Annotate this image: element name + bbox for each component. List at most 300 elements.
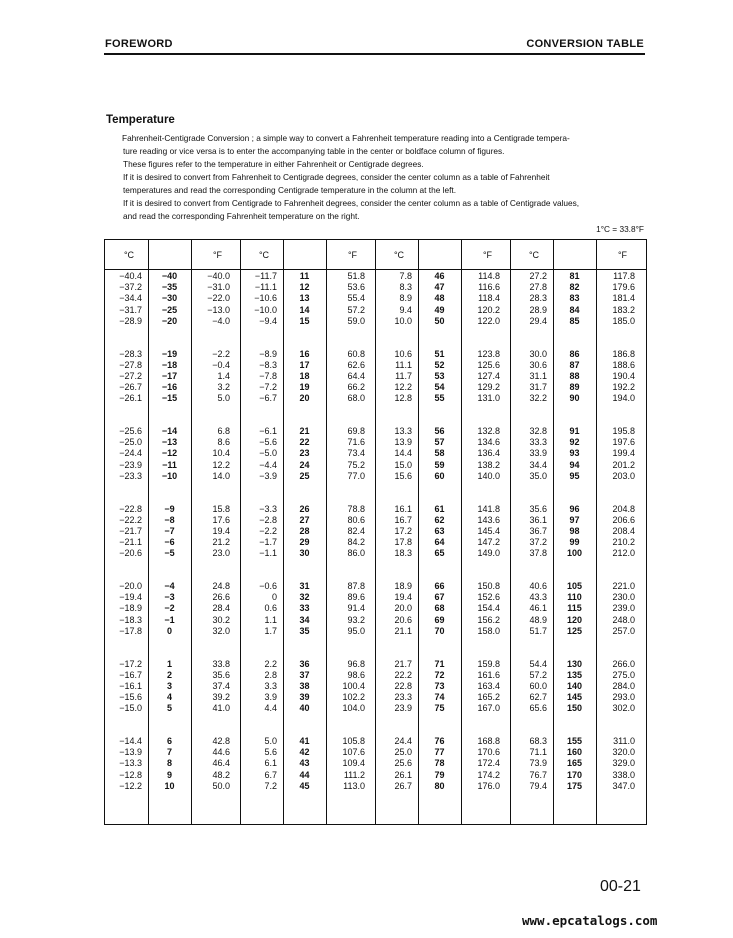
table-cell-fahrenheit: 23.0 — [212, 548, 230, 559]
table-cell-reading: 43 — [299, 758, 310, 769]
table-cell-celsius: −20.6 — [119, 548, 142, 559]
table-cell-reading: 83 — [569, 293, 580, 304]
column-header: °F — [347, 250, 358, 260]
table-cell-reading: −15 — [161, 393, 178, 404]
table-cell-fahrenheit: 275.0 — [612, 669, 635, 680]
table-cell-reading: 63 — [434, 525, 445, 536]
table-cell-reading: 44 — [299, 769, 310, 780]
table-cell-celsius: 48.9 — [529, 614, 547, 625]
table-cell-fahrenheit: 179.6 — [612, 282, 635, 293]
table-cell-celsius: 15.6 — [394, 470, 412, 481]
table-cell-fahrenheit: 77.0 — [347, 470, 365, 481]
table-cell-celsius: 27.8 — [529, 282, 547, 293]
table-cell-reading: 3 — [166, 680, 172, 691]
table-cell-celsius: 46.1 — [529, 603, 547, 614]
table-cell-reading: 9 — [166, 769, 172, 780]
page-number: 00-21 — [600, 878, 641, 895]
table-cell-reading: 170 — [566, 769, 583, 780]
table-cell-fahrenheit: −31.0 — [207, 282, 230, 293]
table-cell-reading: 15 — [299, 315, 310, 326]
table-cell-fahrenheit: 320.0 — [612, 747, 635, 758]
table-cell-reading: 78 — [434, 758, 445, 769]
table-cell-reading: 79 — [434, 769, 445, 780]
table-cell-reading: 60 — [434, 470, 445, 481]
table-cell-celsius: 37.2 — [529, 537, 547, 548]
table-cell-fahrenheit: 132.8 — [477, 426, 500, 436]
table-cell-fahrenheit: 42.8 — [212, 736, 230, 746]
table-cell-reading: −8 — [164, 514, 175, 525]
table-cell-reading: 65 — [434, 548, 445, 559]
table-cell-fahrenheit: 3.2 — [217, 382, 230, 393]
table-cell-reading: 92 — [569, 437, 580, 448]
table-cell-fahrenheit: 32.0 — [212, 625, 230, 636]
table-cell-fahrenheit: 176.0 — [477, 780, 500, 791]
table-cell-celsius: −8.9 — [259, 348, 277, 359]
table-cell-celsius: −15.0 — [119, 703, 142, 714]
table-cell-reading: 26 — [299, 503, 310, 514]
table-cell-fahrenheit: 17.6 — [212, 514, 230, 525]
table-cell-reading: 75 — [434, 703, 445, 714]
table-cell-celsius: −31.7 — [119, 304, 142, 315]
table-cell-celsius: −25.6 — [119, 426, 142, 436]
table-cell-fahrenheit: 154.4 — [477, 603, 500, 614]
table-cell-celsius: 7.8 — [399, 271, 412, 281]
table-cell-reading: 82 — [569, 282, 580, 293]
table-cell-reading: 120 — [566, 614, 583, 625]
table-cell-fahrenheit: 68.0 — [347, 393, 365, 404]
table-cell-celsius: 26.7 — [394, 780, 412, 791]
table-cell-reading: 46 — [434, 271, 445, 281]
table-cell-reading: 76 — [434, 736, 445, 746]
table-cell-reading: 0 — [166, 625, 172, 636]
table-cell-fahrenheit: 145.4 — [477, 525, 500, 536]
column-header: °C — [528, 250, 540, 260]
column-header: °F — [212, 250, 223, 260]
table-cell-reading: −1 — [164, 614, 175, 625]
table-cell-celsius: −11.1 — [254, 282, 277, 293]
table-cell-fahrenheit: 186.8 — [612, 348, 635, 359]
table-cell-celsius: −11.7 — [254, 271, 277, 281]
table-cell-reading: −30 — [161, 293, 178, 304]
table-cell-fahrenheit: 80.6 — [347, 514, 365, 525]
table-cell-fahrenheit: 69.8 — [347, 426, 365, 436]
table-cell-fahrenheit: 53.6 — [347, 282, 365, 293]
table-cell-fahrenheit: 5.0 — [217, 393, 230, 404]
table-cell-celsius: 13.3 — [394, 426, 412, 436]
table-cell-celsius: 20.6 — [394, 614, 412, 625]
table-cell-reading: 125 — [566, 625, 583, 636]
table-cell-celsius: 19.4 — [394, 592, 412, 603]
table-cell-celsius: 11.7 — [395, 370, 412, 381]
table-cell-fahrenheit: 257.0 — [612, 625, 635, 636]
table-cell-fahrenheit: 60.8 — [347, 348, 365, 359]
table-cell-celsius: 35.6 — [529, 503, 547, 514]
table-cell-reading: 175 — [566, 780, 583, 791]
table-cell-reading: 84 — [569, 304, 580, 315]
table-cell-fahrenheit: 109.4 — [342, 758, 365, 769]
table-cell-fahrenheit: 221.0 — [612, 581, 635, 591]
table-cell-fahrenheit: 165.2 — [477, 692, 500, 703]
table-cell-fahrenheit: 41.0 — [212, 703, 230, 714]
table-cell-celsius: −10.0 — [254, 304, 277, 315]
table-cell-fahrenheit: 12.2 — [212, 459, 230, 470]
table-cell-celsius: 35.0 — [529, 470, 547, 481]
table-cell-fahrenheit: 35.6 — [212, 669, 230, 680]
column-header: °C — [123, 250, 135, 260]
table-cell-fahrenheit: 71.6 — [347, 437, 365, 448]
table-cell-fahrenheit: 183.2 — [612, 304, 635, 315]
table-cell-fahrenheit: 64.4 — [347, 370, 365, 381]
table-cell-reading: −10 — [161, 470, 178, 481]
table-cell-fahrenheit: 125.6 — [477, 359, 500, 370]
table-cell-fahrenheit: 284.0 — [612, 680, 635, 691]
table-cell-reading: 68 — [434, 603, 445, 614]
table-cell-celsius: −0.6 — [259, 581, 277, 591]
table-cell-fahrenheit: 158.0 — [477, 625, 500, 636]
column-divider — [240, 240, 241, 824]
table-cell-celsius: 3.3 — [264, 680, 277, 691]
table-cell-celsius: −28.9 — [119, 315, 142, 326]
table-cell-reading: 21 — [299, 426, 310, 436]
table-cell-fahrenheit: 66.2 — [347, 382, 365, 393]
table-cell-fahrenheit: 338.0 — [612, 769, 635, 780]
table-cell-celsius: −18.3 — [119, 614, 142, 625]
table-cell-celsius: 37.8 — [529, 548, 547, 559]
table-cell-reading: 35 — [299, 625, 310, 636]
table-cell-reading: 135 — [566, 669, 583, 680]
table-cell-fahrenheit: 104.0 — [342, 703, 365, 714]
table-cell-reading: 88 — [569, 370, 580, 381]
table-cell-reading: 58 — [434, 448, 445, 459]
table-cell-fahrenheit: 73.4 — [347, 448, 365, 459]
table-cell-fahrenheit: 143.6 — [477, 514, 500, 525]
table-cell-celsius: 51.7 — [529, 625, 547, 636]
table-cell-celsius: −23.9 — [119, 459, 142, 470]
table-cell-reading: 97 — [569, 514, 580, 525]
table-cell-reading: 31 — [299, 581, 310, 591]
table-cell-celsius: 25.6 — [394, 758, 412, 769]
table-cell-reading: 29 — [299, 537, 310, 548]
table-cell-reading: 25 — [299, 470, 310, 481]
table-cell-fahrenheit: 33.8 — [212, 658, 230, 669]
table-cell-reading: −20 — [161, 315, 178, 326]
table-cell-fahrenheit: 95.0 — [347, 625, 365, 636]
table-cell-fahrenheit: 167.0 — [477, 703, 500, 714]
table-cell-fahrenheit: 141.8 — [477, 503, 500, 514]
table-cell-celsius: 57.2 — [529, 669, 547, 680]
table-cell-fahrenheit: 75.2 — [347, 459, 365, 470]
table-cell-reading: 28 — [299, 525, 310, 536]
table-cell-reading: 100 — [566, 548, 583, 559]
table-cell-celsius: −8.3 — [259, 359, 277, 370]
table-cell-fahrenheit: 50.0 — [212, 780, 230, 791]
table-cell-fahrenheit: 118.4 — [478, 293, 500, 304]
table-cell-fahrenheit: 30.2 — [212, 614, 230, 625]
table-cell-reading: 67 — [434, 592, 445, 603]
table-cell-fahrenheit: −40.0 — [207, 271, 230, 281]
table-cell-celsius: 16.1 — [394, 503, 412, 514]
table-cell-fahrenheit: 6.8 — [217, 426, 230, 436]
table-cell-celsius: 30.6 — [529, 359, 547, 370]
table-cell-celsius: −1.1 — [259, 548, 277, 559]
table-cell-celsius: −13.9 — [119, 747, 142, 758]
table-cell-fahrenheit: 14.0 — [212, 470, 230, 481]
table-cell-celsius: −37.2 — [119, 282, 142, 293]
table-cell-fahrenheit: 170.6 — [477, 747, 500, 758]
table-cell-reading: 10 — [164, 780, 175, 791]
table-cell-fahrenheit: 181.4 — [612, 293, 635, 304]
table-cell-celsius: −4.4 — [259, 459, 277, 470]
table-cell-reading: 69 — [434, 614, 445, 625]
table-cell-fahrenheit: 116.6 — [478, 282, 500, 293]
table-cell-celsius: −18.9 — [119, 603, 142, 614]
table-cell-reading: 145 — [566, 692, 583, 703]
table-cell-fahrenheit: 62.6 — [347, 359, 365, 370]
table-cell-celsius: −21.1 — [119, 537, 142, 548]
table-cell-fahrenheit: 122.0 — [477, 315, 500, 326]
table-cell-fahrenheit: −22.0 — [207, 293, 230, 304]
table-cell-reading: 41 — [299, 736, 310, 746]
table-cell-celsius: 43.3 — [529, 592, 547, 603]
table-cell-reading: 53 — [434, 370, 445, 381]
table-cell-reading: 8 — [166, 758, 172, 769]
table-cell-reading: 42 — [299, 747, 310, 758]
table-cell-celsius: −5.6 — [259, 437, 277, 448]
table-cell-celsius: 20.0 — [394, 603, 412, 614]
table-cell-reading: 96 — [569, 503, 580, 514]
table-cell-celsius: 76.7 — [529, 769, 547, 780]
table-cell-celsius: −26.1 — [119, 393, 142, 404]
table-cell-celsius: −28.3 — [119, 348, 142, 359]
table-cell-celsius: 2.8 — [264, 669, 277, 680]
table-cell-celsius: 68.3 — [529, 736, 547, 746]
table-cell-reading: 72 — [434, 669, 445, 680]
table-cell-celsius: 79.4 — [529, 780, 547, 791]
table-cell-celsius: 12.8 — [394, 393, 412, 404]
table-cell-celsius: 27.2 — [529, 271, 547, 281]
table-cell-reading: −7 — [164, 525, 175, 536]
table-cell-celsius: 6.1 — [264, 758, 277, 769]
table-cell-fahrenheit: 84.2 — [347, 537, 365, 548]
table-cell-celsius: −13.3 — [119, 758, 142, 769]
table-cell-reading: −2 — [164, 603, 175, 614]
table-cell-reading: 130 — [566, 658, 583, 669]
table-cell-reading: 66 — [434, 581, 445, 591]
table-cell-fahrenheit: 51.8 — [347, 271, 365, 281]
table-cell-fahrenheit: 127.4 — [477, 370, 500, 381]
table-cell-celsius: 17.2 — [394, 525, 412, 536]
table-cell-fahrenheit: 78.8 — [347, 503, 365, 514]
table-cell-fahrenheit: 123.8 — [477, 348, 500, 359]
table-cell-fahrenheit: 105.8 — [342, 736, 365, 746]
table-cell-fahrenheit: 89.6 — [347, 592, 365, 603]
table-cell-fahrenheit: 248.0 — [612, 614, 635, 625]
table-cell-fahrenheit: 188.6 — [612, 359, 635, 370]
table-cell-fahrenheit: −4.0 — [212, 315, 230, 326]
table-cell-celsius: 40.6 — [529, 581, 547, 591]
table-cell-fahrenheit: 21.2 — [212, 537, 230, 548]
table-cell-reading: 57 — [434, 437, 445, 448]
table-cell-celsius: −27.8 — [119, 359, 142, 370]
table-cell-fahrenheit: 302.0 — [612, 703, 635, 714]
table-cell-reading: 74 — [434, 692, 445, 703]
table-cell-celsius: 6.7 — [264, 769, 277, 780]
table-cell-celsius: 28.3 — [529, 293, 547, 304]
table-cell-fahrenheit: 96.8 — [347, 658, 365, 669]
table-cell-fahrenheit: 1.4 — [217, 370, 230, 381]
intro-line: Fahrenheit-Centigrade Conversion ; a simple way to convert a Fahrenheit temperature reading into a Centigrade tempera- — [122, 133, 570, 143]
table-cell-fahrenheit: 82.4 — [347, 525, 365, 536]
table-cell-celsius: −27.2 — [119, 370, 142, 381]
table-cell-celsius: −40.4 — [119, 271, 142, 281]
table-cell-celsius: 5.0 — [264, 736, 277, 746]
table-cell-fahrenheit: 120.2 — [477, 304, 500, 315]
table-cell-reading: 30 — [299, 548, 310, 559]
table-cell-reading: 160 — [566, 747, 583, 758]
table-cell-fahrenheit: 204.8 — [612, 503, 635, 514]
table-cell-reading: 55 — [434, 393, 445, 404]
table-cell-fahrenheit: 91.4 — [347, 603, 365, 614]
table-cell-celsius: −6.7 — [259, 393, 277, 404]
table-cell-celsius: 11.1 — [395, 359, 412, 370]
table-cell-fahrenheit: 185.0 — [612, 315, 635, 326]
table-cell-fahrenheit: 102.2 — [342, 692, 365, 703]
table-cell-reading: 52 — [434, 359, 445, 370]
table-cell-fahrenheit: 150.8 — [477, 581, 500, 591]
table-cell-fahrenheit: 48.2 — [212, 769, 230, 780]
table-cell-celsius: 25.0 — [394, 747, 412, 758]
table-cell-celsius: 13.9 — [394, 437, 412, 448]
table-cell-fahrenheit: 134.6 — [477, 437, 500, 448]
table-cell-celsius: −1.7 — [259, 537, 277, 548]
table-cell-celsius: 9.4 — [399, 304, 412, 315]
table-cell-reading: −40 — [161, 271, 178, 281]
table-cell-fahrenheit: 168.8 — [477, 736, 500, 746]
table-cell-celsius: −14.4 — [119, 736, 142, 746]
table-cell-celsius: 15.0 — [394, 459, 412, 470]
table-cell-reading: 22 — [299, 437, 310, 448]
table-cell-celsius: −20.0 — [119, 581, 142, 591]
table-cell-reading: 93 — [569, 448, 580, 459]
table-cell-reading: 23 — [299, 448, 310, 459]
table-cell-celsius: 31.1 — [529, 370, 547, 381]
watermark-url: www.epcatalogs.com — [522, 913, 658, 928]
table-cell-celsius: 28.9 — [529, 304, 547, 315]
table-cell-fahrenheit: 210.2 — [612, 537, 635, 548]
table-cell-celsius: 33.3 — [529, 437, 547, 448]
table-cell-reading: 110 — [567, 592, 582, 603]
table-cell-celsius: −16.1 — [119, 680, 142, 691]
column-divider — [510, 240, 511, 824]
table-cell-celsius: −17.2 — [119, 658, 142, 669]
table-cell-reading: 91 — [569, 426, 580, 436]
table-cell-fahrenheit: −0.4 — [212, 359, 230, 370]
table-cell-reading: 50 — [434, 315, 445, 326]
table-cell-fahrenheit: 201.2 — [612, 459, 635, 470]
table-cell-celsius: 29.4 — [529, 315, 547, 326]
table-cell-fahrenheit: 159.8 — [477, 658, 500, 669]
table-cell-reading: 11 — [299, 271, 310, 281]
table-cell-fahrenheit: 100.4 — [342, 680, 365, 691]
table-cell-celsius: 3.9 — [264, 692, 277, 703]
table-cell-fahrenheit: 44.6 — [212, 747, 230, 758]
table-cell-reading: 4 — [166, 692, 172, 703]
table-cell-fahrenheit: 174.2 — [477, 769, 500, 780]
intro-line: These figures refer to the temperature in either Fahrenheit or Centigrade degrees. — [123, 159, 424, 169]
table-cell-fahrenheit: 197.6 — [612, 437, 635, 448]
table-cell-reading: 6 — [166, 736, 172, 746]
table-cell-fahrenheit: 37.4 — [212, 680, 230, 691]
table-cell-reading: 47 — [434, 282, 445, 293]
table-cell-fahrenheit: −2.2 — [212, 348, 230, 359]
table-cell-reading: 24 — [299, 459, 310, 470]
table-cell-reading: 71 — [434, 658, 445, 669]
table-cell-celsius: 36.7 — [529, 525, 547, 536]
table-cell-fahrenheit: 347.0 — [612, 780, 635, 791]
table-cell-celsius: 60.0 — [529, 680, 547, 691]
table-cell-celsius: 65.6 — [529, 703, 547, 714]
table-cell-reading: 19 — [299, 382, 310, 393]
table-cell-fahrenheit: 39.2 — [212, 692, 230, 703]
table-cell-fahrenheit: 149.0 — [477, 548, 500, 559]
table-cell-reading: 18 — [299, 370, 310, 381]
table-cell-celsius: 23.3 — [394, 692, 412, 703]
table-cell-reading: 73 — [434, 680, 445, 691]
table-cell-reading: 40 — [299, 703, 310, 714]
table-cell-reading: 45 — [299, 780, 310, 791]
table-cell-celsius: −3.9 — [259, 470, 277, 481]
table-cell-fahrenheit: 190.4 — [612, 370, 635, 381]
table-cell-fahrenheit: 93.2 — [347, 614, 365, 625]
table-cell-celsius: 1.1 — [264, 614, 277, 625]
table-cell-reading: −16 — [161, 382, 178, 393]
table-cell-reading: 94 — [569, 459, 580, 470]
table-cell-reading: 140 — [566, 680, 583, 691]
table-cell-reading: 13 — [299, 293, 310, 304]
table-cell-celsius: −9.4 — [259, 315, 277, 326]
table-cell-fahrenheit: 156.2 — [477, 614, 500, 625]
table-cell-reading: 49 — [434, 304, 445, 315]
table-cell-celsius: 26.1 — [394, 769, 412, 780]
table-cell-celsius: −23.3 — [119, 470, 142, 481]
table-cell-reading: 115 — [567, 603, 582, 614]
table-cell-fahrenheit: 147.2 — [477, 537, 500, 548]
table-cell-reading: −14 — [161, 426, 178, 436]
table-cell-reading: 59 — [434, 459, 445, 470]
table-cell-reading: 27 — [299, 514, 310, 525]
table-cell-celsius: −16.7 — [119, 669, 142, 680]
table-cell-celsius: −10.6 — [254, 293, 277, 304]
table-cell-fahrenheit: 161.6 — [477, 669, 500, 680]
table-cell-fahrenheit: 311.0 — [613, 736, 635, 746]
table-cell-reading: 37 — [299, 669, 310, 680]
table-cell-fahrenheit: 15.8 — [212, 503, 230, 514]
column-header: °C — [258, 250, 270, 260]
column-header: °F — [617, 250, 628, 260]
table-cell-fahrenheit: 203.0 — [612, 470, 635, 481]
table-cell-celsius: −24.4 — [119, 448, 142, 459]
table-cell-reading: −25 — [161, 304, 178, 315]
table-cell-fahrenheit: 293.0 — [612, 692, 635, 703]
table-cell-reading: 99 — [569, 537, 580, 548]
table-cell-celsius: 33.9 — [529, 448, 547, 459]
table-cell-reading: 61 — [434, 503, 445, 514]
table-cell-celsius: −26.7 — [119, 382, 142, 393]
table-cell-reading: 62 — [434, 514, 445, 525]
table-cell-reading: 7 — [166, 747, 172, 758]
table-cell-reading: 54 — [434, 382, 445, 393]
table-cell-fahrenheit: 163.4 — [477, 680, 500, 691]
